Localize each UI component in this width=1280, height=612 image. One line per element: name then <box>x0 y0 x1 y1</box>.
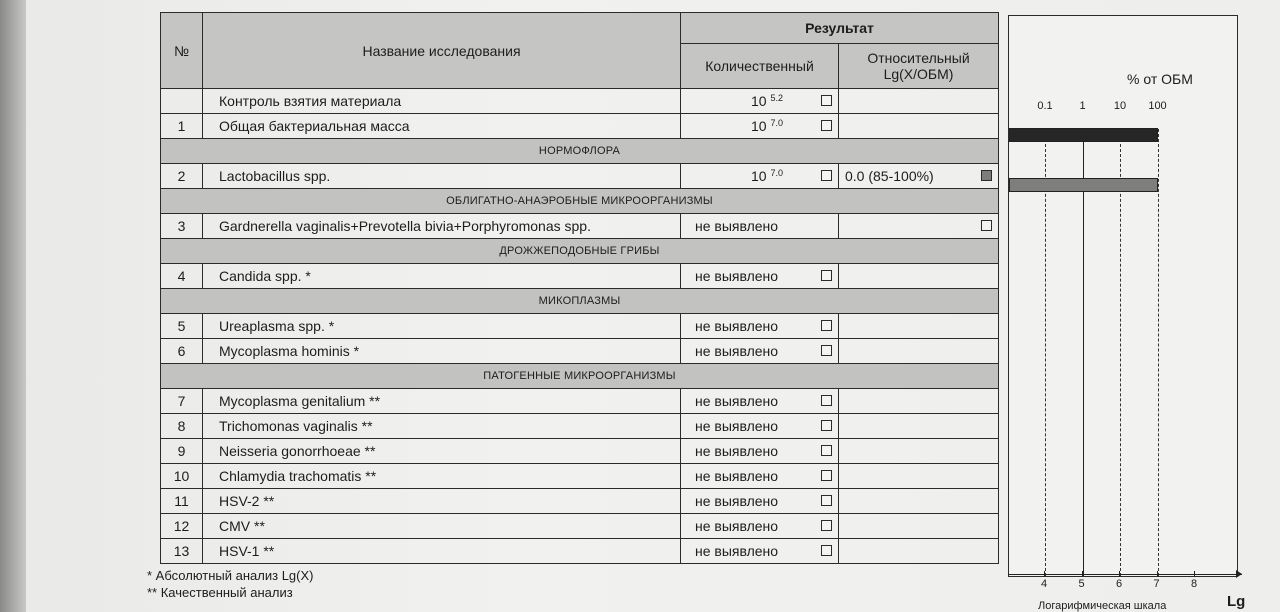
checkbox <box>821 270 832 281</box>
grid-line <box>1045 129 1046 576</box>
row-name: HSV-2 ** <box>203 489 681 514</box>
footnotes <box>147 567 313 601</box>
table-row <box>161 389 999 414</box>
row-quant <box>681 514 839 539</box>
row-num: 8 <box>161 414 203 439</box>
row-name: CMV ** <box>203 514 681 539</box>
row-name: Mycoplasma genitalium ** <box>203 389 681 414</box>
axis-tick <box>1082 571 1083 577</box>
footnote-qualitative: ** Качественный анализ <box>147 585 293 600</box>
section-row <box>161 189 999 214</box>
result-text: не выявлено <box>695 268 779 284</box>
top-tick-label: 1 <box>1079 100 1086 112</box>
axis-arrow-icon <box>1236 570 1242 578</box>
checkbox <box>821 420 832 431</box>
row-name: Mycoplasma hominis * <box>203 339 681 364</box>
checkbox <box>821 320 832 331</box>
chart-title: % от ОБМ <box>1127 71 1193 87</box>
checkbox <box>821 395 832 406</box>
table-row <box>161 314 999 339</box>
top-tick-label: 0.1 <box>1037 100 1053 112</box>
checkbox <box>821 170 832 181</box>
row-rel <box>839 164 999 189</box>
checkbox <box>821 545 832 556</box>
row-quant <box>681 389 839 414</box>
col-rel-header <box>839 44 999 89</box>
row-name: Lactobacillus spp. <box>203 164 681 189</box>
result-text: не выявлено <box>695 343 779 359</box>
row-name: Общая бактериальная масса <box>203 114 681 139</box>
top-tick-label: 10 <box>1113 100 1127 112</box>
row-quant <box>681 464 839 489</box>
row-num: 11 <box>161 489 203 514</box>
table-row <box>161 164 999 189</box>
row-rel <box>839 214 999 239</box>
result-text: не выявлено <box>695 393 779 409</box>
row-num: 12 <box>161 514 203 539</box>
row-name: HSV-1 ** <box>203 539 681 564</box>
section-title: НОРМОФЛОРА <box>161 139 999 164</box>
col-result-header: Результат <box>681 13 999 44</box>
row-quant <box>681 489 839 514</box>
result-text: не выявлено <box>695 318 779 334</box>
row-name: Ureaplasma spp. * <box>203 314 681 339</box>
section-row <box>161 289 999 314</box>
checkbox <box>821 445 832 456</box>
row-quant <box>681 339 839 364</box>
section-row <box>161 139 999 164</box>
grid-line <box>1120 129 1121 576</box>
bar-lactobacillus <box>1009 178 1158 192</box>
axis-tick <box>1044 571 1045 577</box>
section-title: ДРОЖЖЕПОДОБНЫЕ ГРИБЫ <box>161 239 999 264</box>
section-title: МИКОПЛАЗМЫ <box>161 289 999 314</box>
power-exp: 7.0 <box>770 167 783 178</box>
result-text: не выявлено <box>695 418 779 434</box>
table-row <box>161 439 999 464</box>
col-quant-header: Количественный <box>681 44 839 89</box>
row-num: 9 <box>161 439 203 464</box>
checkbox <box>981 220 992 231</box>
row-quant <box>681 439 839 464</box>
axis-unit: Lg <box>1227 593 1246 610</box>
table-row <box>161 214 999 239</box>
section-row <box>161 364 999 389</box>
table-row <box>161 114 999 139</box>
row-name: Chlamydia trachomatis ** <box>203 464 681 489</box>
axis-tick <box>1119 571 1120 577</box>
row-name: Gardnerella vaginalis+Prevotella bivia+Porphyromonas spp. <box>203 214 681 239</box>
row-num: 2 <box>161 164 203 189</box>
log-scale-chart <box>1008 15 1238 577</box>
axis-tick <box>1157 571 1158 577</box>
table-row <box>161 464 999 489</box>
checkbox-filled <box>981 170 992 181</box>
result-text: не выявлено <box>695 468 779 484</box>
paper-edge <box>0 0 26 612</box>
row-name: Контроль взятия материала <box>203 89 681 114</box>
row-num: 7 <box>161 389 203 414</box>
row-quant <box>681 164 839 189</box>
result-text: не выявлено <box>695 493 779 509</box>
footnote-absolute: * Абсолютный анализ Lg(X) <box>147 568 314 583</box>
row-num: 6 <box>161 339 203 364</box>
section-row <box>161 239 999 264</box>
power-exp: 7.0 <box>770 117 783 128</box>
rel-value: 0.0 (85-100%) <box>845 168 934 184</box>
results-table <box>160 12 999 564</box>
row-quant <box>681 414 839 439</box>
row-name: Neisseria gonorrhoeae ** <box>203 439 681 464</box>
bar-total-mass <box>1009 128 1158 142</box>
row-quant <box>681 539 839 564</box>
checkbox <box>821 95 832 106</box>
checkbox <box>821 120 832 131</box>
row-quant <box>681 114 839 139</box>
row-quant: не выявлено <box>681 214 839 239</box>
row-num: 4 <box>161 264 203 289</box>
result-text: не выявлено <box>695 543 779 559</box>
table-row <box>161 339 999 364</box>
power-base: 10 <box>751 93 767 110</box>
section-title: ОБЛИГАТНО-АНАЭРОБНЫЕ МИКРООРГАНИЗМЫ <box>161 189 999 214</box>
row-num: 1 <box>161 114 203 139</box>
col-num-header: № <box>161 13 203 89</box>
table-row <box>161 89 999 114</box>
row-num: 3 <box>161 214 203 239</box>
axis-tick <box>1194 571 1195 577</box>
row-name: Trichomonas vaginalis ** <box>203 414 681 439</box>
row-quant <box>681 264 839 289</box>
axis-tick-label: 6 <box>1115 578 1123 590</box>
row-num: 5 <box>161 314 203 339</box>
row-name: Candida spp. * <box>203 264 681 289</box>
power-base: 10 <box>751 118 767 135</box>
col-rel-line1: Относительный <box>867 50 970 66</box>
checkbox <box>821 345 832 356</box>
col-name-header: Название исследования <box>203 13 681 89</box>
row-num: 10 <box>161 464 203 489</box>
row-num: 13 <box>161 539 203 564</box>
power-exp: 5.2 <box>770 92 783 103</box>
table-row <box>161 539 999 564</box>
axis-tick-label: 7 <box>1153 578 1160 590</box>
scale-label: Логарифмическая шкала <box>1038 600 1167 612</box>
row-quant <box>681 89 839 114</box>
axis-tick-label: 8 <box>1190 578 1198 590</box>
power-base: 10 <box>751 168 767 185</box>
result-text: не выявлено <box>695 443 779 459</box>
checkbox <box>821 495 832 506</box>
col-rel-line2: Lg(X/ОБМ) <box>883 66 954 82</box>
section-title: ПАТОГЕННЫЕ МИКРООРГАНИЗМЫ <box>161 364 999 389</box>
table-row <box>161 414 999 439</box>
axis-tick-label: 5 <box>1078 578 1085 590</box>
result-text: не выявлено <box>695 518 779 534</box>
header-row-1 <box>161 13 999 44</box>
axis-tick-label: 4 <box>1040 578 1048 590</box>
table-row <box>161 489 999 514</box>
checkbox <box>821 520 832 531</box>
table-row <box>161 514 999 539</box>
grid-line <box>1083 129 1084 576</box>
table-row <box>161 264 999 289</box>
grid-line <box>1158 129 1159 576</box>
top-tick-label: 100 <box>1148 100 1167 112</box>
checkbox <box>821 470 832 481</box>
row-quant <box>681 314 839 339</box>
